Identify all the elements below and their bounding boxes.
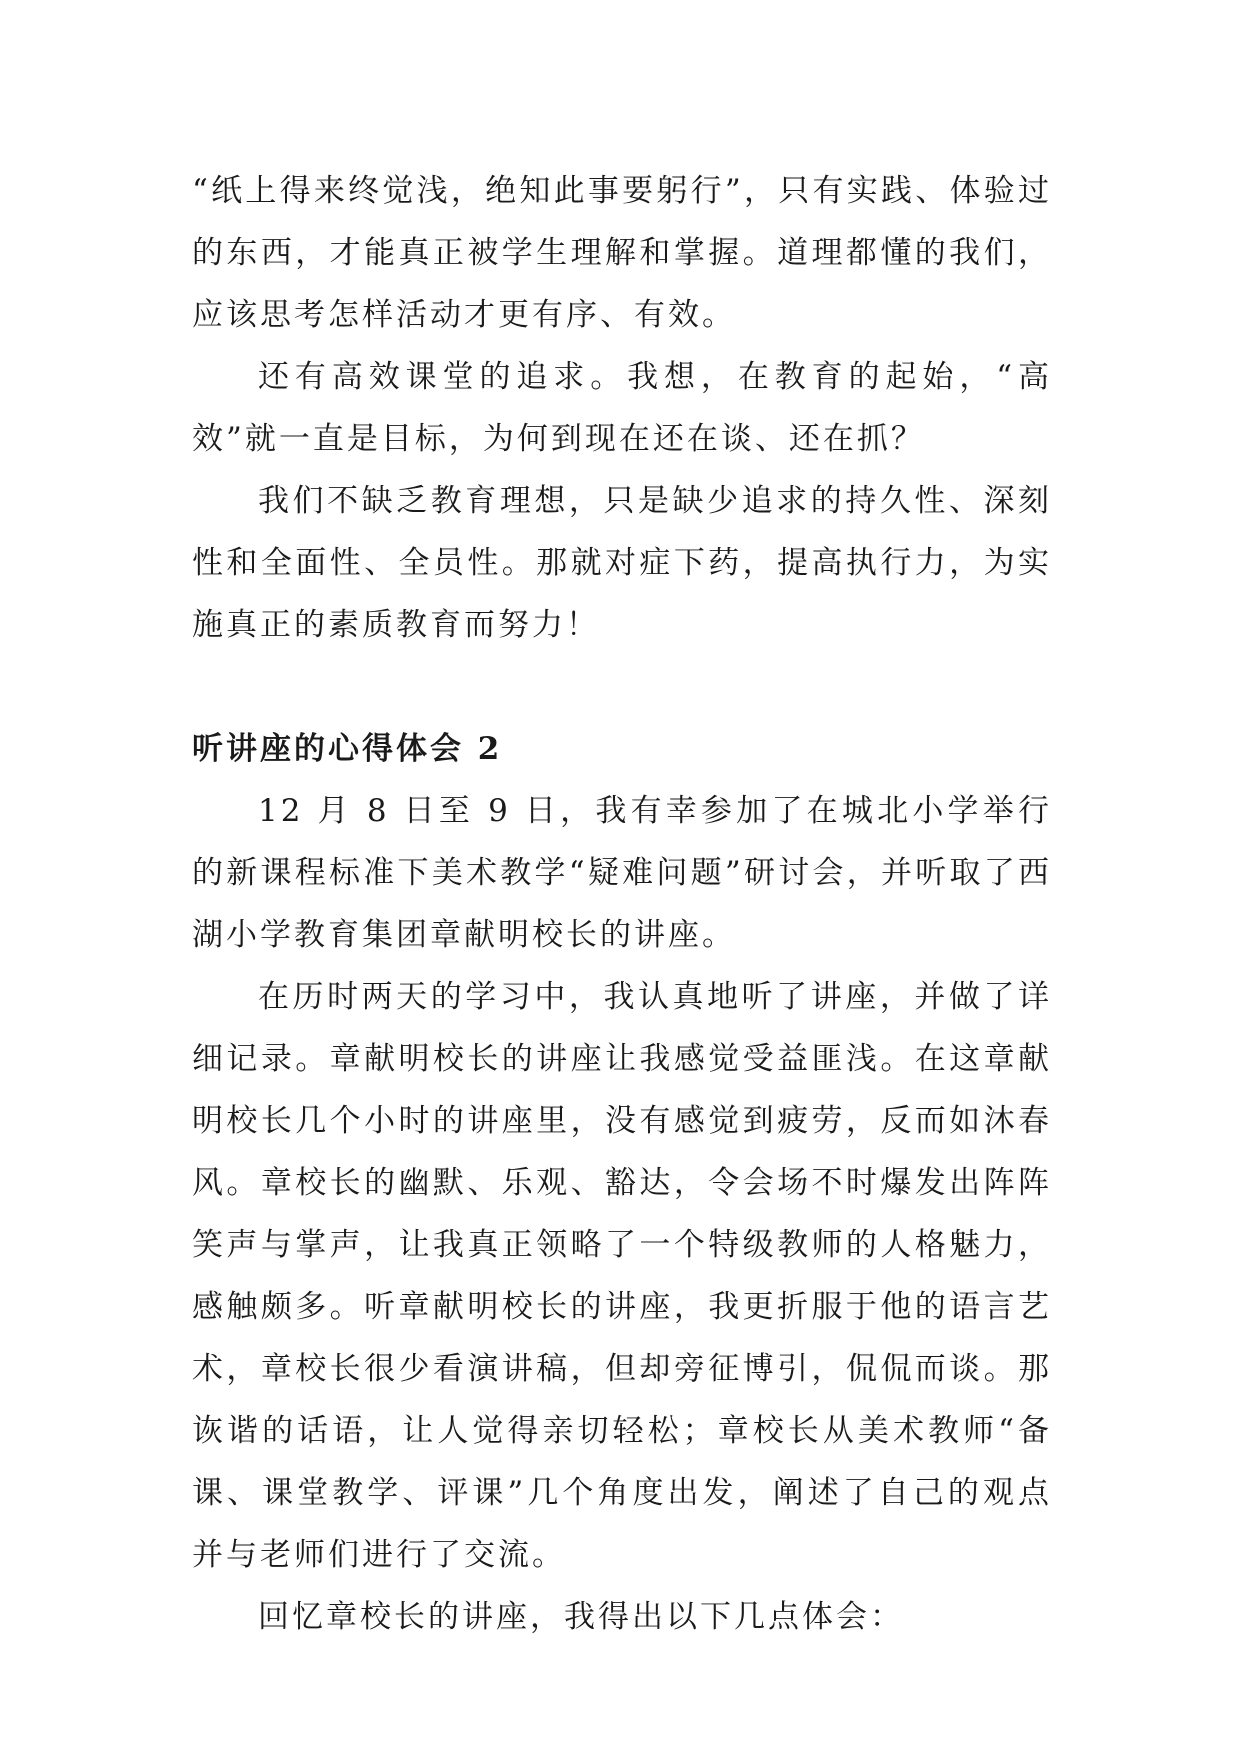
paragraph-education-ideal: 我们不缺乏教育理想，只是缺少追求的持久性、深刻性和全面性、全员性。那就对症下药，提高执行力，为实施真正的素质教育而努力！: [192, 483, 1052, 643]
paragraph-seminar-intro: 12 月 8 日至 9 日，我有幸参加了在城北小学举行的新课程标准下美术教学“疑难问题”研讨会，并听取了西湖小学教育集团章献明校长的讲座。: [192, 793, 1052, 953]
paragraph-efficient-classroom: 还有高效课堂的追求。我想，在教育的起始，“高效”就一直是目标，为何到现在还在谈、还在抓？: [192, 359, 1052, 457]
paragraph-lecture-impression: 在历时两天的学习中，我认真地听了讲座，并做了详细记录。章献明校长的讲座让我感觉受益匪浅。在这章献明校长几个小时的讲座里，没有感觉到疲劳，反而如沐春风。章校长的幽默、乐观、豁达，令会场不时爆发出阵阵笑声与掌声，让我真正领略了一个特级教师的人格魅力，感触颇多。听章献明校长的讲座，我更折服于他的语言艺术，章校长很少看演讲稿，但却旁征博引，侃侃而谈。那诙谐的话语，让人觉得亲切轻松；章校长从美术教师“备课、课堂教学、评课”几个角度出发，阐述了自己的观点并与老师们进行了交流。: [192, 979, 1052, 1573]
section-title: 听讲座的心得体会 2: [192, 731, 503, 767]
paragraph-reflection-lead: 回忆章校长的讲座，我得出以下几点体会：: [258, 1599, 904, 1635]
document-body: [192, 160, 1052, 1648]
paragraph-practice-quote: “纸上得来终觉浅，绝知此事要躬行”，只有实践、体验过的东西，才能真正被学生理解和掌握。道理都懂的我们，应该思考怎样活动才更有序、有效。: [192, 173, 1052, 333]
